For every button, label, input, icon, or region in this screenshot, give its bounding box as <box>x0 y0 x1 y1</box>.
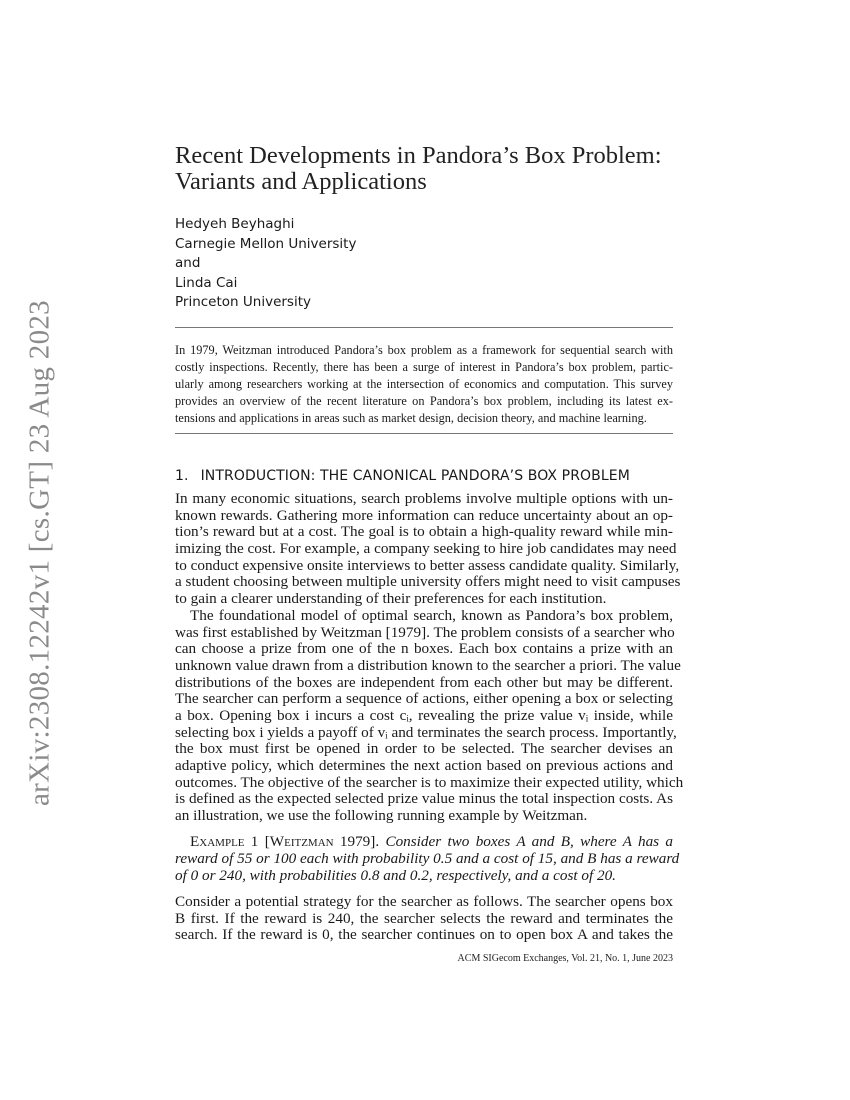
example-block <box>175 833 680 884</box>
text-line: a student choosing between multiple university offers might need to visit campuses <box>175 573 681 591</box>
text-line: ularly among researchers working at the intersection of economics and computation. This survey <box>175 376 673 391</box>
author-separator: and <box>175 255 201 271</box>
arxiv-identifier-stamp: arXiv:2308.12242v1 [cs.GT] 23 Aug 2023 <box>23 300 56 806</box>
text-line: the box must first be opened in order to be selected. The searcher devises an <box>175 740 673 758</box>
example-text: Consider two boxes A and B, where A has a <box>385 833 673 851</box>
body-text <box>175 490 684 944</box>
text-line: a box. Opening box i incurs a cost cᵢ, revealing the prize value vᵢ inside, while <box>175 706 673 724</box>
text-line: search. If the reward is 0, the searcher continues on to open box A and takes the <box>175 926 673 944</box>
title-line: Variants and Applications <box>175 168 427 195</box>
text-line: tensions and applications in areas such as market design, decision theory, and machine learning. <box>175 410 647 425</box>
text-line: can choose a prize from one of the n boxes. Each box contains a prize with an <box>175 640 673 658</box>
example-label: Example 1 [Weitzman 1979]. <box>190 833 380 851</box>
text-line: was first established by Weitzman [1979]. The problem consists of a searcher who <box>175 623 675 641</box>
journal-footer: ACM SIGecom Exchanges, Vol. 21, No. 1, June 2023 <box>457 953 673 964</box>
text-line: The foundational model of optimal search, known as Pandora’s box problem, <box>190 606 673 624</box>
text-line: unknown value drawn from a distribution known to the searcher a priori. The value <box>175 656 681 674</box>
text-line: provides an overview of the recent literature on Pandora’s box problem, including its latest ex- <box>175 393 673 408</box>
author-name: Linda Cai <box>175 274 238 291</box>
abstract <box>175 342 673 426</box>
text-line: distributions of the boxes are independent from each other but may be different. <box>175 673 673 691</box>
text-line: an illustration, we use the following running example by Weitzman. <box>175 807 588 825</box>
paragraph <box>175 606 684 825</box>
text-line: Consider a potential strategy for the searcher as follows. The searcher opens box <box>175 893 673 910</box>
paper-title <box>175 143 662 195</box>
text-line: B first. If the reward is 240, the searcher selects the reward and terminates the <box>175 909 673 927</box>
text-line: outcomes. The objective of the searcher is to maximize their expected utility, which <box>175 773 684 791</box>
author-affiliation: Princeton University <box>175 294 311 310</box>
text-line: imizing the cost. For example, a company seeking to hire job candidates may need <box>175 540 677 558</box>
text-line: selecting box i yields a payoff of vᵢ and terminates the search process. Importantly, <box>175 723 677 741</box>
author-block <box>175 215 356 313</box>
section-heading <box>175 468 630 484</box>
text-line: The searcher can perform a sequence of actions, either opening a box or selecting <box>175 690 673 708</box>
section-title: INTRODUCTION: THE CANONICAL PANDORA’S BOX PROBLEM <box>200 468 630 484</box>
title-line: Recent Developments in Pandora’s Box Problem: <box>175 142 662 169</box>
text-line: to conduct expensive onsite interviews to better assess candidate quality. Similarly, <box>175 556 680 574</box>
author-affiliation: Carnegie Mellon University <box>175 235 357 252</box>
paragraph <box>175 894 673 944</box>
text-line: In many economic situations, search problems involve multiple options with un- <box>175 490 673 507</box>
text-line: known rewards. Gathering more information can reduce uncertainty about an op- <box>175 506 673 524</box>
author-name: Hedyeh Beyhaghi <box>175 216 295 232</box>
section-number: 1. <box>175 468 189 484</box>
text-line: adaptive policy, which determines the next action based on previous actions and <box>175 757 673 774</box>
text-line: tion’s reward but at a cost. The goal is to obtain a high-quality reward while min- <box>175 523 673 541</box>
paragraph <box>175 490 681 608</box>
text-line <box>175 834 673 851</box>
text-line: costly inspections. Recently, there has been a surge of interest in Pandora’s box problem, partic- <box>175 359 673 374</box>
text-line: to gain a clearer understanding of their preferences for each institution. <box>175 590 607 608</box>
abstract-bottom-rule <box>175 433 673 434</box>
text-line: of 0 or 240, with probabilities 0.8 and 0.2, respectively, and a cost of 20. <box>175 866 616 884</box>
text-line: reward of 55 or 100 each with probability 0.5 and a cost of 15, and B has a reward <box>175 850 680 868</box>
text-line: is defined as the expected selected prize value minus the total inspection costs. As <box>175 790 673 808</box>
abstract-top-rule <box>175 327 673 328</box>
text-line: In 1979, Weitzman introduced Pandora’s box problem as a framework for sequential search with <box>175 343 673 357</box>
